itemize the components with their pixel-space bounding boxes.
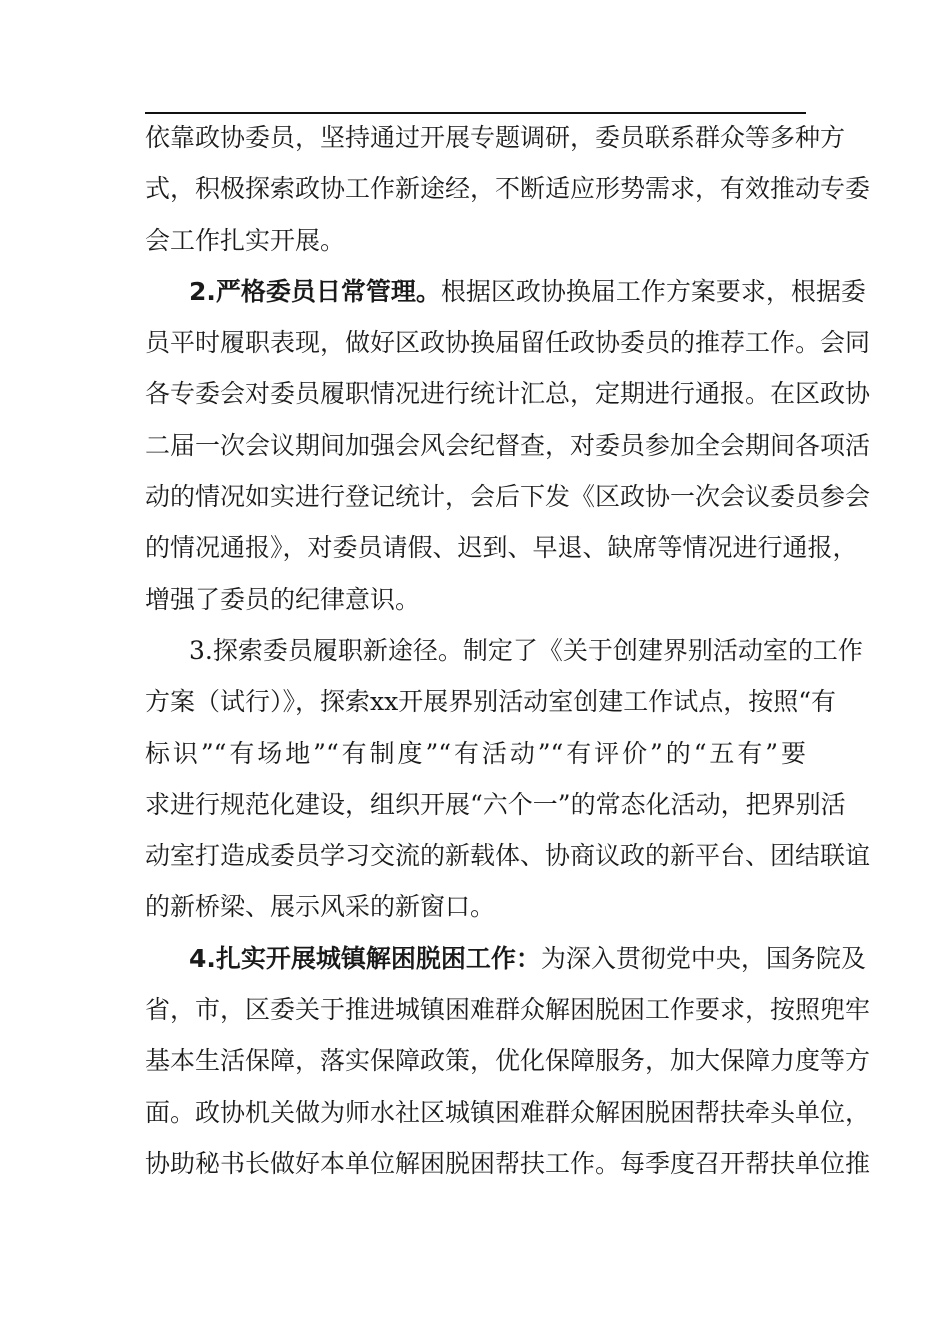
text-line: 各专委会对委员履职情况进行统计汇总，定期进行通报。在区政协 xyxy=(145,379,871,409)
text-line: 的情况通报》，对委员请假、迟到、早退、缺席等情况进行通报， xyxy=(145,533,858,563)
text-line: 员平时履职表现，做好区政协换届留任政协委员的推荐工作。会同 xyxy=(145,328,871,358)
header-rule xyxy=(145,112,806,114)
text-line: 会工作扎实开展。 xyxy=(145,225,346,255)
text-line: 标识”“有场地”“有制度”“有活动”“有评价”的“五有”要 xyxy=(145,738,806,768)
document-body xyxy=(145,118,871,1195)
text-span: 为深入贯彻党中央，国务院及 xyxy=(540,943,866,973)
text-line xyxy=(145,272,866,323)
paragraph-1 xyxy=(145,118,871,272)
text-line: 省，市，区委关于推进城镇困难群众解困脱困工作要求，按照兜牢 xyxy=(145,995,871,1025)
paragraph-3 xyxy=(145,631,871,939)
text-line xyxy=(145,939,866,990)
paragraph-heading: 4.扎实开展城镇解困脱困工作： xyxy=(189,943,541,973)
text-line: 动室打造成委员学习交流的新载体、协商议政的新平台、团结联谊 xyxy=(145,841,871,871)
paragraph-2 xyxy=(145,272,871,631)
text-line: 动的情况如实进行登记统计，会后下发《区政协一次会议委员参会 xyxy=(145,482,871,512)
text-line: 的新桥梁、展示风采的新窗口。 xyxy=(145,892,496,922)
text-line: 求进行规范化建设，组织开展“六个一”的常态化活动，把界别活 xyxy=(145,789,846,819)
paragraph-heading: 2.严格委员日常管理。 xyxy=(189,276,441,306)
text-line: 依靠政协委员，坚持通过开展专题调研，委员联系群众等多种方 xyxy=(145,123,846,152)
paragraph-4 xyxy=(145,939,871,1195)
text-line: 增强了委员的纪律意识。 xyxy=(145,584,421,614)
text-line: 基本生活保障，落实保障政策，优化保障服务，加大保障力度等方 xyxy=(145,1046,871,1076)
text-line: 协助秘书长做好本单位解困脱困帮扶工作。每季度召开帮扶单位推 xyxy=(145,1148,871,1178)
text-span: 根据区政协换届工作方案要求，根据委 xyxy=(440,276,866,306)
text-line: 二届一次会议期间加强会风会纪督查，对委员参加全会期间各项活 xyxy=(145,430,871,460)
text-line: 3.探索委员履职新途径。制定了《关于创建界别活动室的工作 xyxy=(189,635,863,665)
text-line: 面。政协机关做为师水社区城镇困难群众解困脱困帮扶牵头单位， xyxy=(145,1097,871,1127)
text-line: 方案（试行）》，探索xx开展界别活动室创建工作试点，按照“有 xyxy=(145,687,836,717)
text-line: 式，积极探索政协工作新途经，不断适应形势需求，有效推动专委 xyxy=(145,174,871,204)
